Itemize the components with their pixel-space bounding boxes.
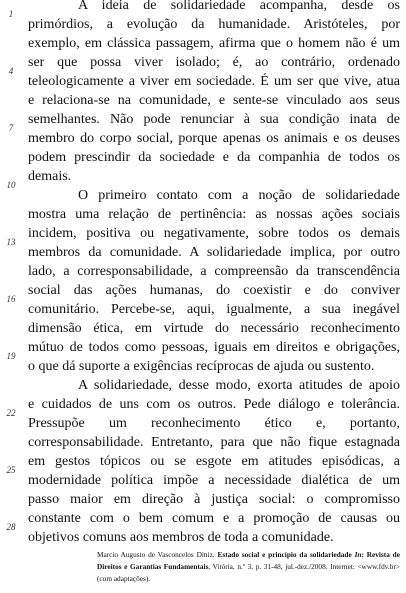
line-number: 28 <box>6 522 16 532</box>
text-line: A ideia de solidariedade acompanha, desde os <box>78 0 400 13</box>
text-line: corresponsabilidade. Entretanto, para que não fique estagnada <box>28 435 400 450</box>
line-number: 25 <box>6 465 16 475</box>
text-line: modernidade política impõe a necessidade dialética de um <box>28 473 400 488</box>
text-line: semelhantes. Não pode renunciar à sua condição inata de <box>28 112 400 127</box>
text-line: lado, a corresponsabilidade, a compreensão da transcendência <box>28 264 400 279</box>
text-line: exemplo, em clássica passagem, afirma que o homem não é um <box>28 36 400 51</box>
line-number: 19 <box>6 351 16 361</box>
text-line: teleologicamente a viver em sociedade. É um ser que vive, atua <box>28 74 400 89</box>
text-line: constante com o bem comum e a promoção de causas ou <box>28 511 400 526</box>
text-line: primórdios, a evolução da humanidade. Aristóteles, por <box>28 17 400 32</box>
line-number: 4 <box>8 66 14 76</box>
text-line: social das ações humanas, do coexistir e do conviver <box>28 283 400 298</box>
text-line: incidem, positiva ou negativamente, sobre todos os demais <box>28 226 400 241</box>
text-line: o que dá suporte a exigências recíprocas de ajuda ou sustento. <box>28 359 375 374</box>
text-line: membros da comunidade. A solidariedade implica, por outro <box>28 245 400 260</box>
text-line: e relaciona-se na comunidade, e sente-se vinculado aos seus <box>28 93 400 108</box>
citation-in-label: In: <box>354 550 364 559</box>
citation-details: , Vitória, n.º 3, p. 31-48, jul.-dez./2008. Internet: <www.fdv.br> (com adaptações). <box>97 562 400 583</box>
text-line: passo maior em direção à justiça social: o compromisso <box>28 492 400 507</box>
text-line: mostra uma relação de pertinência: as nossas ações sociais <box>28 207 400 222</box>
line-number: 1 <box>8 9 14 19</box>
text-line: O primeiro contato com a noção de solidariedade <box>78 188 400 203</box>
citation <box>97 549 400 585</box>
text-line: mútuo de todos como pessoas, iguais em direitos e obrigações, <box>28 340 400 355</box>
citation-author: Marcio Augusto de Vasconcelos Diniz. <box>97 550 215 559</box>
text-line: e cuidados de uns com os outros. Pede diálogo e tolerância. <box>28 397 400 412</box>
line-number: 16 <box>6 294 16 304</box>
text-line: podem prescindir da sociedade e da companhia de todos os <box>28 150 400 165</box>
text-line: A solidariedade, desse modo, exorta atitudes de apoio <box>78 378 400 393</box>
text-line: comunitário. Percebe-se, aqui, igualmente, a sua inegável <box>28 302 400 317</box>
line-number: 7 <box>8 123 14 133</box>
text-line: ser que possa viver isolado; é, ao contrário, ordenado <box>28 55 400 70</box>
citation-journal: Revista de Direitos e Garantias Fundamentais <box>97 550 400 571</box>
citation-title: Estado social e princípio da solidariedade <box>217 550 352 559</box>
text-line: demais. <box>28 169 72 184</box>
text-line: dimensão ética, em virtude do necessário reconhecimento <box>28 321 400 336</box>
line-number: 22 <box>6 408 16 418</box>
text-line: em gestos tópicos ou se esgote em atitudes episódicas, a <box>28 454 400 469</box>
text-line: Pressupõe um reconhecimento ético e, portanto, <box>28 416 400 431</box>
line-number: 10 <box>6 180 16 190</box>
text-line: membro do corpo social, porque apenas os animais e os deuses <box>28 131 400 146</box>
text-line: objetivos comuns aos membros de toda a comunidade. <box>28 530 334 545</box>
line-number: 13 <box>6 237 16 247</box>
